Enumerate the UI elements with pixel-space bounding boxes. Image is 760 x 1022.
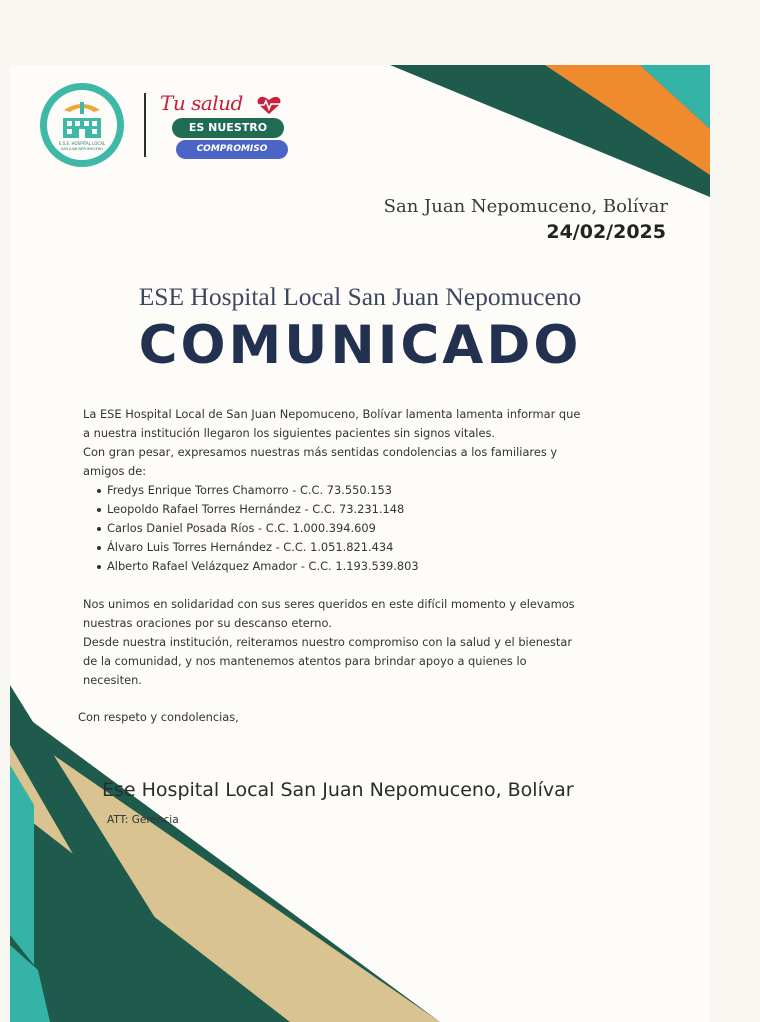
- paragraph-line: La ESE Hospital Local de San Juan Nepomuceno, Bolívar lamenta lamenta informar que: [83, 407, 581, 421]
- slogan: [160, 91, 300, 165]
- bottom-left-dark-band: [10, 705, 440, 1022]
- hospital-building-icon: [47, 90, 117, 160]
- hospital-logo-emblem: [47, 90, 117, 160]
- paragraph-line: amigos de:: [83, 464, 147, 478]
- paragraph-line: Con gran pesar, expresamos nuestras más sentidas condolencias a los familiares y: [83, 445, 558, 459]
- patient-list: [83, 481, 668, 576]
- closing-text: Con respeto y condolencias,: [78, 710, 239, 724]
- logo-sub-text: SAN JUAN NEPOMUCENO: [60, 147, 104, 151]
- heart-pulse-icon: [256, 96, 282, 116]
- paragraph-line: necesiten.: [83, 673, 142, 687]
- signature-att: ATT: Gerencia: [107, 814, 179, 826]
- paragraph-line: a nuestra institución llegaron los siguientes pacientes sin signos vitales.: [83, 426, 496, 440]
- patient-list-item: Álvaro Luis Torres Hernández - C.C. 1.051.821.434: [97, 538, 668, 557]
- patient-list-item: Leopoldo Rafael Torres Hernández - C.C. 73.231.148: [97, 500, 668, 519]
- logo-name-text: E.S.E. HOSPITAL LOCAL: [58, 141, 106, 146]
- slogan-line2-badge: COMPROMISO: [176, 140, 288, 159]
- logo-divider: [144, 93, 146, 157]
- hospital-title: ESE Hospital Local San Juan Nepomuceno: [138, 282, 582, 311]
- signature-name: Ese Hospital Local San Juan Nepomuceno, Bolívar: [102, 779, 574, 801]
- place-text: San Juan Nepomuceno, Bolívar: [383, 196, 668, 217]
- communique-page: [10, 65, 710, 1022]
- date-text: 24/02/2025: [546, 221, 666, 243]
- slogan-line1-badge: ES NUESTRO: [172, 118, 284, 138]
- paragraph-line: nuestras oraciones por su descanso eterno.: [83, 616, 332, 630]
- hospital-logo: [40, 83, 124, 167]
- communique-body: [83, 405, 668, 690]
- patient-list-item: Fredys Enrique Torres Chamorro - C.C. 73.550.153: [97, 481, 668, 500]
- paragraph-line: Desde nuestra institución, reiteramos nuestro compromiso con la salud y el bienestar: [83, 635, 573, 649]
- main-title: COMUNICADO: [138, 315, 582, 376]
- paragraph-line: de la comunidad, y nos mantenemos atentos para brindar apoyo a quienes lo: [83, 654, 527, 668]
- paragraph-line: Nos unimos en solidaridad con sus seres queridos en este difícil momento y elevamos: [83, 597, 575, 611]
- slogan-script: Tu salud: [160, 91, 243, 115]
- patient-list-item: Carlos Daniel Posada Ríos - C.C. 1.000.394.609: [97, 519, 668, 538]
- patient-list-item: Alberto Rafael Velázquez Amador - C.C. 1.193.539.803: [97, 557, 668, 576]
